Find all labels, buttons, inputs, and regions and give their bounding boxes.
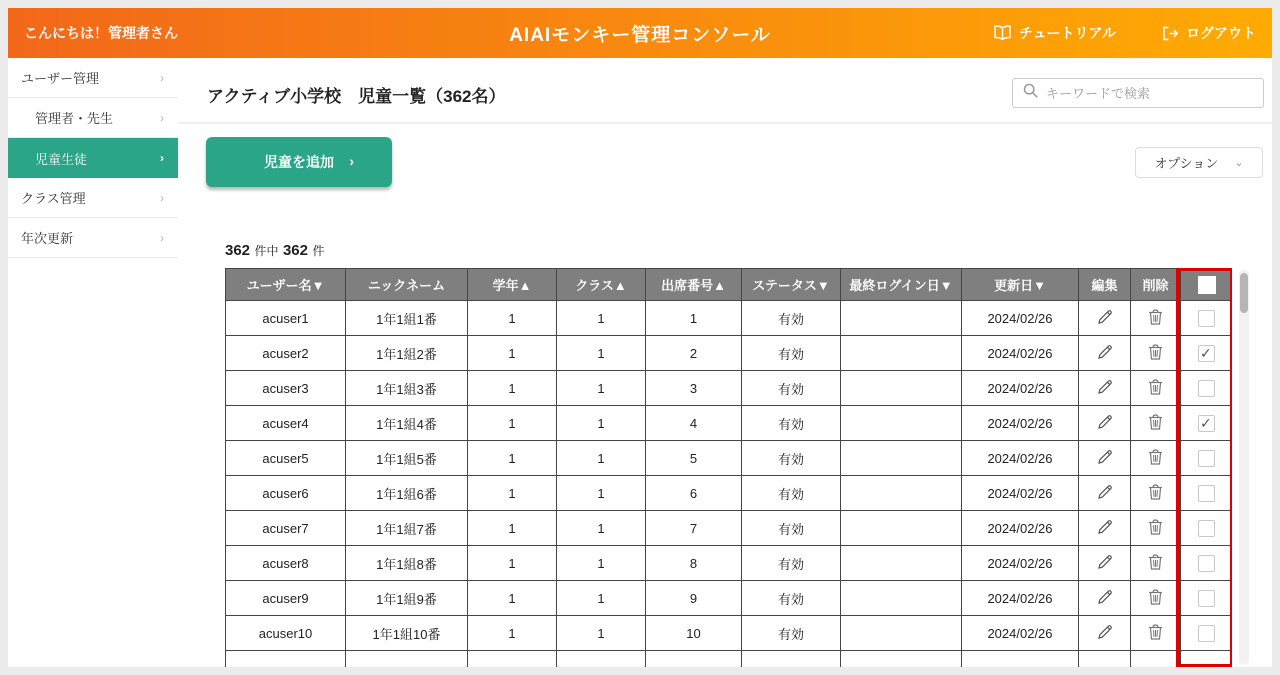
cell-delete bbox=[1131, 406, 1181, 441]
chevron-right-icon: › bbox=[160, 70, 164, 85]
cell-edit bbox=[1079, 406, 1131, 441]
chevron-right-icon: › bbox=[349, 153, 354, 169]
delete-trash-icon[interactable] bbox=[1147, 343, 1164, 361]
cell-last-login bbox=[841, 546, 962, 581]
count-of-unit: 件中 bbox=[254, 244, 279, 258]
edit-pencil-icon[interactable] bbox=[1096, 588, 1114, 606]
edit-pencil-icon[interactable] bbox=[1096, 518, 1114, 536]
cell-grade bbox=[468, 651, 557, 668]
cell-attendance-number: 2 bbox=[646, 336, 742, 371]
delete-trash-icon[interactable] bbox=[1147, 588, 1164, 606]
cell-delete bbox=[1131, 616, 1181, 651]
cell-last-login bbox=[841, 651, 962, 668]
book-icon bbox=[993, 25, 1012, 41]
cell-grade: 1 bbox=[468, 581, 557, 616]
row-checkbox[interactable] bbox=[1198, 415, 1215, 432]
sidebar bbox=[8, 58, 178, 667]
logout-link[interactable] bbox=[1162, 23, 1256, 43]
cell-nickname: 1年1組7番 bbox=[346, 511, 468, 546]
cell-updated: 2024/02/26 bbox=[962, 371, 1079, 406]
edit-pencil-icon[interactable] bbox=[1096, 553, 1114, 571]
col-header-select-all[interactable] bbox=[1181, 269, 1233, 301]
cell-status: 有効 bbox=[742, 371, 841, 406]
cell-delete bbox=[1131, 371, 1181, 406]
sidebar-item-annual-update[interactable] bbox=[8, 218, 178, 258]
cell-edit bbox=[1079, 301, 1131, 336]
row-checkbox[interactable] bbox=[1198, 380, 1215, 397]
cell-attendance-number: 6 bbox=[646, 476, 742, 511]
cell-last-login bbox=[841, 616, 962, 651]
row-checkbox[interactable] bbox=[1198, 590, 1215, 607]
delete-trash-icon[interactable] bbox=[1147, 553, 1164, 571]
cell-select bbox=[1181, 336, 1233, 371]
cell-updated: 2024/02/26 bbox=[962, 441, 1079, 476]
cell-nickname: 1年1組5番 bbox=[346, 441, 468, 476]
cell-updated: 2024/02/26 bbox=[962, 476, 1079, 511]
cell-delete bbox=[1131, 511, 1181, 546]
chevron-right-icon: › bbox=[160, 110, 164, 125]
cell-delete bbox=[1131, 651, 1181, 668]
add-student-label: 児童を追加 bbox=[264, 154, 334, 170]
cell-status: 有効 bbox=[742, 546, 841, 581]
cell-delete bbox=[1131, 546, 1181, 581]
cell-username: acuser9 bbox=[226, 581, 346, 616]
row-checkbox[interactable] bbox=[1198, 485, 1215, 502]
cell-updated: 2024/02/26 bbox=[962, 336, 1079, 371]
page-title: アクティブ小学校 児童一覧（362名） bbox=[207, 87, 506, 106]
cell-last-login bbox=[841, 511, 962, 546]
row-checkbox[interactable] bbox=[1198, 555, 1215, 572]
cell-status: 有効 bbox=[742, 441, 841, 476]
add-student-button[interactable] bbox=[206, 137, 392, 187]
delete-trash-icon[interactable] bbox=[1147, 448, 1164, 466]
cell-class: 1 bbox=[557, 371, 646, 406]
scrollbar-thumb[interactable] bbox=[1240, 273, 1248, 313]
count-total: 362 bbox=[225, 242, 251, 259]
cell-updated bbox=[962, 651, 1079, 668]
col-header-attendance-number[interactable]: 出席番号▲ bbox=[646, 269, 742, 301]
cell-status bbox=[742, 651, 841, 668]
search-box bbox=[1012, 78, 1264, 108]
cell-attendance-number bbox=[646, 651, 742, 668]
chevron-right-icon: › bbox=[160, 151, 164, 165]
row-checkbox[interactable] bbox=[1198, 450, 1215, 467]
cell-class: 1 bbox=[557, 616, 646, 651]
edit-pencil-icon[interactable] bbox=[1096, 448, 1114, 466]
cell-last-login bbox=[841, 301, 962, 336]
cell-updated: 2024/02/26 bbox=[962, 406, 1079, 441]
app-window bbox=[8, 8, 1272, 667]
cell-grade: 1 bbox=[468, 371, 557, 406]
cell-nickname: 1年1組3番 bbox=[346, 371, 468, 406]
cell-username: acuser4 bbox=[226, 406, 346, 441]
cell-attendance-number: 8 bbox=[646, 546, 742, 581]
cell-last-login bbox=[841, 581, 962, 616]
chevron-right-icon: › bbox=[160, 230, 164, 245]
cell-nickname: 1年1組4番 bbox=[346, 406, 468, 441]
cell-edit bbox=[1079, 476, 1131, 511]
top-header-bar bbox=[8, 8, 1272, 58]
row-checkbox[interactable] bbox=[1198, 310, 1215, 327]
options-label: オプション bbox=[1154, 156, 1219, 171]
table-body bbox=[226, 301, 1233, 668]
cell-last-login bbox=[841, 406, 962, 441]
cell-username: acuser7 bbox=[226, 511, 346, 546]
cell-delete bbox=[1131, 301, 1181, 336]
sidebar-item-students[interactable] bbox=[8, 138, 178, 178]
tutorial-label: チュートリアル bbox=[1018, 25, 1116, 41]
cell-select bbox=[1181, 581, 1233, 616]
cell-updated: 2024/02/26 bbox=[962, 301, 1079, 336]
cell-delete bbox=[1131, 476, 1181, 511]
cell-select bbox=[1181, 441, 1233, 476]
table-row bbox=[226, 651, 1233, 668]
sidebar-item-label: クラス管理 bbox=[21, 191, 86, 206]
col-header-delete: 削除 bbox=[1131, 269, 1181, 301]
delete-trash-icon[interactable] bbox=[1147, 308, 1164, 326]
cell-nickname: 1年1組6番 bbox=[346, 476, 468, 511]
cell-last-login bbox=[841, 371, 962, 406]
cell-select bbox=[1181, 371, 1233, 406]
cell-status: 有効 bbox=[742, 581, 841, 616]
cell-username: acuser10 bbox=[226, 616, 346, 651]
cell-grade: 1 bbox=[468, 616, 557, 651]
cell-attendance-number: 4 bbox=[646, 406, 742, 441]
col-header-status[interactable]: ステータス▼ bbox=[742, 269, 841, 301]
cell-attendance-number: 7 bbox=[646, 511, 742, 546]
cell-class: 1 bbox=[557, 301, 646, 336]
cell-class: 1 bbox=[557, 336, 646, 371]
cell-updated: 2024/02/26 bbox=[962, 616, 1079, 651]
row-checkbox[interactable] bbox=[1198, 625, 1215, 642]
options-dropdown[interactable] bbox=[1135, 147, 1263, 178]
result-count bbox=[225, 242, 324, 260]
cell-updated: 2024/02/26 bbox=[962, 546, 1079, 581]
cell-last-login bbox=[841, 336, 962, 371]
cell-username: acuser1 bbox=[226, 301, 346, 336]
cell-grade: 1 bbox=[468, 476, 557, 511]
cell-class: 1 bbox=[557, 581, 646, 616]
search-icon bbox=[1023, 83, 1038, 103]
cell-attendance-number: 9 bbox=[646, 581, 742, 616]
cell-select bbox=[1181, 651, 1233, 668]
cell-select bbox=[1181, 301, 1233, 336]
logout-label: ログアウト bbox=[1186, 25, 1256, 41]
row-checkbox[interactable] bbox=[1198, 345, 1215, 362]
cell-username: acuser8 bbox=[226, 546, 346, 581]
count-shown: 362 bbox=[282, 242, 308, 259]
cell-grade: 1 bbox=[468, 546, 557, 581]
col-header-grade[interactable]: 学年▲ bbox=[468, 269, 557, 301]
cell-nickname: 1年1組1番 bbox=[346, 301, 468, 336]
cell-nickname bbox=[346, 651, 468, 668]
cell-select bbox=[1181, 406, 1233, 441]
delete-trash-icon[interactable] bbox=[1147, 413, 1164, 431]
delete-trash-icon[interactable] bbox=[1147, 518, 1164, 536]
table-row bbox=[226, 511, 1233, 546]
cell-nickname: 1年1組9番 bbox=[346, 581, 468, 616]
cell-delete bbox=[1131, 581, 1181, 616]
search-input[interactable] bbox=[1046, 86, 1253, 101]
cell-attendance-number: 5 bbox=[646, 441, 742, 476]
table-row bbox=[226, 301, 1233, 336]
cell-grade: 1 bbox=[468, 301, 557, 336]
cell-grade: 1 bbox=[468, 336, 557, 371]
cell-status: 有効 bbox=[742, 406, 841, 441]
cell-class: 1 bbox=[557, 441, 646, 476]
count-unit: 件 bbox=[312, 244, 325, 258]
cell-status: 有効 bbox=[742, 616, 841, 651]
table-row bbox=[226, 336, 1233, 371]
cell-class: 1 bbox=[557, 511, 646, 546]
student-table-wrap bbox=[225, 268, 1232, 667]
sidebar-item-label: ユーザー管理 bbox=[21, 71, 100, 86]
row-checkbox[interactable] bbox=[1198, 520, 1215, 537]
sidebar-item-user-management[interactable] bbox=[8, 58, 178, 98]
cell-grade: 1 bbox=[468, 511, 557, 546]
cell-edit bbox=[1079, 371, 1131, 406]
table-row bbox=[226, 616, 1233, 651]
col-header-nickname[interactable]: ニックネーム bbox=[346, 269, 468, 301]
col-header-updated[interactable]: 更新日▼ bbox=[962, 269, 1079, 301]
edit-pencil-icon[interactable] bbox=[1096, 378, 1114, 396]
cell-grade: 1 bbox=[468, 406, 557, 441]
cell-edit bbox=[1079, 441, 1131, 476]
tutorial-link[interactable] bbox=[993, 23, 1116, 43]
cell-attendance-number: 1 bbox=[646, 301, 742, 336]
table-row bbox=[226, 546, 1233, 581]
sidebar-item-label: 年次更新 bbox=[21, 231, 74, 246]
cell-nickname: 1年1組2番 bbox=[346, 336, 468, 371]
table-row bbox=[226, 476, 1233, 511]
cell-select bbox=[1181, 616, 1233, 651]
edit-pencil-icon[interactable] bbox=[1096, 623, 1114, 641]
cell-grade: 1 bbox=[468, 441, 557, 476]
section-divider bbox=[178, 122, 1272, 124]
sidebar-item-label: 管理者・先生 bbox=[35, 111, 114, 126]
cell-status: 有効 bbox=[742, 511, 841, 546]
cell-updated: 2024/02/26 bbox=[962, 581, 1079, 616]
cell-edit bbox=[1079, 546, 1131, 581]
cell-last-login bbox=[841, 476, 962, 511]
cell-status: 有効 bbox=[742, 336, 841, 371]
table-row bbox=[226, 406, 1233, 441]
cell-select bbox=[1181, 476, 1233, 511]
table-row bbox=[226, 441, 1233, 476]
cell-select bbox=[1181, 546, 1233, 581]
col-header-username[interactable]: ユーザー名▼ bbox=[226, 269, 346, 301]
sidebar-item-class-management[interactable] bbox=[8, 178, 178, 218]
cell-status: 有効 bbox=[742, 476, 841, 511]
select-all-checkbox[interactable] bbox=[1198, 276, 1216, 294]
cell-class: 1 bbox=[557, 476, 646, 511]
cell-username: acuser5 bbox=[226, 441, 346, 476]
edit-pencil-icon[interactable] bbox=[1096, 308, 1114, 326]
cell-attendance-number: 3 bbox=[646, 371, 742, 406]
greeting-text: こんにちは！管理者さん bbox=[24, 25, 178, 41]
cell-class bbox=[557, 651, 646, 668]
cell-edit bbox=[1079, 616, 1131, 651]
cell-updated: 2024/02/26 bbox=[962, 511, 1079, 546]
col-header-last-login[interactable]: 最終ログイン日▼ bbox=[841, 269, 962, 301]
sidebar-item-label: 児童生徒 bbox=[35, 151, 88, 167]
cell-edit bbox=[1079, 581, 1131, 616]
main-content bbox=[178, 58, 1272, 667]
delete-trash-icon[interactable] bbox=[1147, 378, 1164, 396]
chevron-right-icon: › bbox=[160, 190, 164, 205]
cell-delete bbox=[1131, 441, 1181, 476]
cell-username: acuser3 bbox=[226, 371, 346, 406]
col-header-edit: 編集 bbox=[1079, 269, 1131, 301]
logout-icon bbox=[1162, 26, 1179, 41]
table-row bbox=[226, 371, 1233, 406]
table-scrollbar[interactable] bbox=[1239, 270, 1249, 665]
cell-last-login bbox=[841, 441, 962, 476]
cell-class: 1 bbox=[557, 406, 646, 441]
cell-status: 有効 bbox=[742, 301, 841, 336]
cell-edit bbox=[1079, 336, 1131, 371]
edit-pencil-icon[interactable] bbox=[1096, 483, 1114, 501]
cell-nickname: 1年1組10番 bbox=[346, 616, 468, 651]
delete-trash-icon[interactable] bbox=[1147, 623, 1164, 641]
table-header-row bbox=[226, 269, 1233, 301]
edit-pencil-icon[interactable] bbox=[1096, 343, 1114, 361]
cell-nickname: 1年1組8番 bbox=[346, 546, 468, 581]
col-header-class[interactable]: クラス▲ bbox=[557, 269, 646, 301]
cell-class: 1 bbox=[557, 546, 646, 581]
sidebar-item-admins-teachers[interactable] bbox=[8, 98, 178, 138]
cell-delete bbox=[1131, 336, 1181, 371]
cell-edit bbox=[1079, 651, 1131, 668]
cell-attendance-number: 10 bbox=[646, 616, 742, 651]
edit-pencil-icon[interactable] bbox=[1096, 413, 1114, 431]
table-row bbox=[226, 581, 1233, 616]
cell-username: acuser2 bbox=[226, 336, 346, 371]
chevron-down-icon: ⌄ bbox=[1234, 157, 1244, 169]
app-title: AIAIモンキー管理コンソール bbox=[509, 24, 771, 46]
cell-username: acuser6 bbox=[226, 476, 346, 511]
delete-trash-icon[interactable] bbox=[1147, 483, 1164, 501]
student-table bbox=[225, 268, 1232, 667]
cell-username bbox=[226, 651, 346, 668]
cell-edit bbox=[1079, 511, 1131, 546]
cell-select bbox=[1181, 511, 1233, 546]
